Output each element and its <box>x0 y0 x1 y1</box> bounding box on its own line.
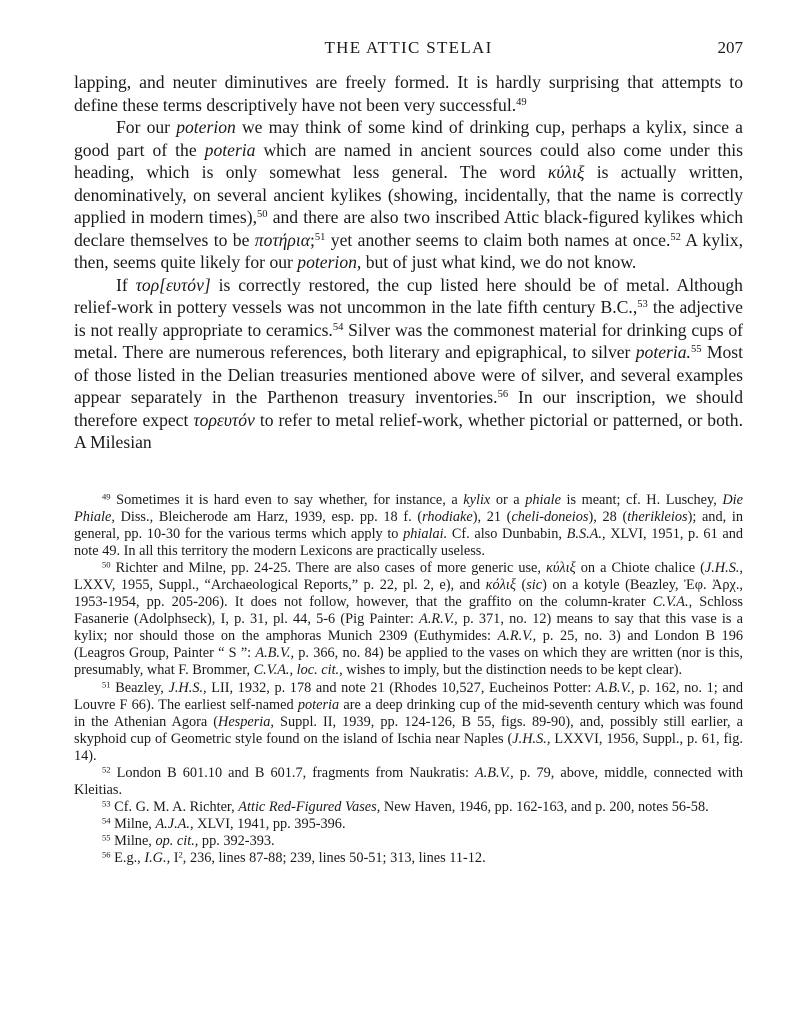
text-run: but of just what kind, we do not know. <box>361 252 637 272</box>
italic-term: poterion <box>176 117 236 137</box>
italic-title: A.B.V., <box>474 764 514 781</box>
italic-term: poterion, <box>297 252 362 272</box>
text-run: ( <box>515 577 527 594</box>
footnote-51 <box>74 680 743 765</box>
greek-word: τορ[ευτόν] <box>135 274 211 295</box>
footnote-marker: 52 <box>102 764 111 775</box>
footnote-ref-49[interactable]: 49 <box>516 96 527 108</box>
italic-term: sic <box>526 577 543 594</box>
text-run: Richter and Milne, pp. 24-25. There are also cases of more generic use, <box>110 560 546 577</box>
text-run: p. 366, no. 84) be applied to the vases on which they are written (nor is this, presumably, what F. Brommer, <box>74 645 744 679</box>
text-run: Silver was the commonest material for drinking cups of metal. There are numerous references, both literary and epigraphical, to silver <box>74 319 744 362</box>
greek-title: Ἐφ. Ἀρχ., <box>684 577 743 594</box>
text-run: are a deep drinking cup of the mid-seventh century which was found in the Athenian Agora ( <box>74 696 743 730</box>
footnote-marker: 56 <box>102 849 111 860</box>
text-run: Cf. G. M. A. Richter, <box>110 798 239 815</box>
greek-word: κύλιξ <box>547 162 585 182</box>
italic-title: A.R.V., <box>419 611 458 628</box>
text-run: For our <box>116 117 177 137</box>
footnote-ref-50[interactable]: 50 <box>257 209 268 221</box>
paragraph-text: lapping, and neuter diminutives are freely formed. It is hardly surprising that attempts to define these terms descriptively have not been very successful. <box>74 72 743 115</box>
text-run: or a <box>490 492 526 508</box>
page-number: 207 <box>717 38 743 57</box>
footnote-marker: 51 <box>102 678 111 689</box>
text-run: is correctly restored, the cup listed here should be of metal. Although relief-work in pottery vessels was not uncommon in the late fifth century <box>74 274 743 317</box>
italic-title: A.J.A., <box>155 815 194 832</box>
text-run: I <box>170 849 179 866</box>
text-run: p. 79, above, middle, connected with Kleitias. <box>74 764 743 798</box>
text-run: yet another seems to claim both names at once. <box>325 229 671 250</box>
text-run: ), 28 ( <box>588 509 628 526</box>
italic-term: poteria. <box>635 342 691 362</box>
italic-title: A.B.V., <box>255 645 295 662</box>
italic-title: C.V.A., loc. cit., <box>253 662 343 679</box>
era-abbreviation: B.C., <box>600 297 638 317</box>
footnote-marker: 49 <box>102 491 111 502</box>
text-run: is meant; cf. H. Luschey, <box>560 492 723 508</box>
italic-title: J.H.S., <box>704 560 743 577</box>
body-paragraph-1 <box>74 71 743 116</box>
greek-word: κόλιξ <box>485 577 516 594</box>
footnote-54 <box>74 816 743 833</box>
italic-title: B.S.A., <box>566 526 606 543</box>
italic-title: A.B.V., <box>595 679 635 696</box>
text-run: is actually written, denominatively, on several ancient kylikes (showing, incidentally, that the name is correctly applied in modern times), <box>74 162 743 227</box>
text-run: E.g., <box>110 849 145 866</box>
text-run: Most of those listed in the Delian treasuries mentioned above were of silver, and several examples appear separately in the Parthenon treasury inventories. <box>74 342 744 407</box>
text-run: which are named in ancient sources could also come under this heading, which is only somewhat less general. The word <box>74 139 743 182</box>
text-run: wishes to imply, but the distinction needs to be kept clear). <box>342 662 683 679</box>
text-run: , 236, lines 87-88; 239, lines 50-51; 313, lines 11-12. <box>182 849 486 866</box>
italic-term: op. cit., <box>155 832 199 849</box>
text-run: LXXV, 1955, Suppl., “Archaeological Reports,” p. 22, pl. 2, e), and <box>74 577 486 594</box>
italic-term: therikleios <box>627 509 688 526</box>
text-run: Suppl. II, 1939, pp. 124-126, B 55, figs. 89-90), and, possibly still earlier, a skyphoid cup of Geometric style found on the island of Ischia near Naples ( <box>74 713 743 747</box>
text-run: on a Chiote chalice ( <box>575 560 705 577</box>
footnote-ref-55[interactable]: 55 <box>690 344 702 356</box>
italic-title: J.H.S., <box>512 730 551 747</box>
text-run: ) on a kotyle (Beazley, <box>542 577 685 594</box>
text-run: Sometimes it is hard even to say whether, for instance, a <box>110 492 464 508</box>
footnote-53 <box>74 799 743 816</box>
text-run: LII, 1932, p. 178 and note 21 (Rhodes 10,527, Eucheinos Potter: <box>206 679 596 696</box>
footnote-ref-51[interactable]: 51 <box>314 231 326 243</box>
footnote-marker: 53 <box>102 798 111 809</box>
text-run: New Haven, 1946, pp. 162-163, and p. 200, notes 56-58. <box>380 798 709 815</box>
text-run: p. 25, no. 3) and London B 196 (Leagros Group, Painter “ S ”: <box>74 628 743 662</box>
body-paragraph-3 <box>74 274 743 454</box>
italic-term: phiale <box>525 492 561 508</box>
text-run: p. 371, no. 12) means to say that this vase is a kylix; nor should those on the amphoras Munich 2309 (Euthymides: <box>74 611 743 645</box>
text-run: ; <box>309 229 315 250</box>
superscript: 2 <box>178 849 183 860</box>
italic-title: C.V.A., <box>652 594 693 611</box>
italic-term: poteria <box>204 139 256 160</box>
text-run: 1953-1954, pp. 205-206). It does not follow, however, that the graffito on the column-krater <box>74 594 653 611</box>
italic-title: Hesperia, <box>218 713 275 730</box>
text-run: Beazley, <box>110 679 169 696</box>
text-run: XLVI, 1951, p. 61 and note 49. In all this territory the modern Lexicons are practically useless. <box>74 526 744 560</box>
footnote-marker: 54 <box>102 815 111 826</box>
text-run: ); and, in general, pp. 10-30 for the various terms which apply to <box>74 509 743 543</box>
greek-word: κύλιξ <box>545 560 576 577</box>
text-run: Diss., Bleicherode am Harz, 1939, esp. pp. 18 f. ( <box>114 509 423 526</box>
footnote-marker: 50 <box>102 559 111 570</box>
italic-title: Attic Red-Figured Vases, <box>238 798 381 815</box>
footnote-49 <box>74 492 743 560</box>
footnote-ref-53[interactable]: 53 <box>637 299 648 311</box>
running-head <box>74 38 743 62</box>
footnote-ref-54[interactable]: 54 <box>332 321 344 333</box>
text-run: Cf. also Dunbabin, <box>447 526 567 543</box>
text-run: Schloss Fasanerie (Adolphseck), I, p. 31, pl. 44, 5-6 (Pig Painter: <box>74 594 743 628</box>
italic-title: J.H.S., <box>168 679 207 696</box>
text-run: London B 601.10 and B 601.7, fragments from Naukratis: <box>110 764 475 781</box>
footnote-55 <box>74 833 743 850</box>
text-run: If <box>116 274 136 295</box>
text-run: and there are also two inscribed Attic black-figured kylikes which declare themselves to be <box>74 207 743 250</box>
body-text <box>74 71 743 454</box>
footnote-marker: 55 <box>102 832 111 843</box>
italic-title: A.R.V., <box>497 628 537 645</box>
footnote-52 <box>74 765 743 799</box>
italic-term: cheli-doneios <box>511 509 589 526</box>
text-run: Milne, <box>110 815 156 832</box>
italic-title: I.G., <box>144 849 171 866</box>
greek-word: τορευτόν <box>193 409 255 430</box>
footnote-ref-52[interactable]: 52 <box>670 231 681 243</box>
text-run: to refer to metal relief-work, whether pictorial or patterned, or both. A Milesian <box>74 409 743 452</box>
italic-term: rhodiake <box>422 509 473 526</box>
text-run: A kylix, then, seems quite likely for our <box>74 229 743 272</box>
text-run: p. 162, no. 1; and Louvre F 66). The earliest self-named <box>74 679 743 713</box>
text-run: pp. 392-393. <box>198 832 275 849</box>
footnote-ref-56[interactable]: 56 <box>497 389 509 401</box>
footnotes <box>74 492 743 867</box>
text-run: we may think of some kind of drinking cup, perhaps a kylix, since a good part of the <box>74 117 743 160</box>
footnote-50 <box>74 560 743 679</box>
running-title: THE ATTIC STELAI <box>324 38 493 57</box>
text-run: LXXVI, 1956, Suppl., p. 61, fig. 14). <box>74 730 743 764</box>
footnote-56 <box>74 850 743 867</box>
text-run: In our inscription, we should therefore expect <box>74 387 743 430</box>
italic-term: kylix <box>463 492 491 508</box>
italic-term: phialai. <box>403 526 448 543</box>
italic-title: Die Phiale, <box>74 492 744 526</box>
greek-word: ποτήρια <box>254 229 310 250</box>
body-paragraph-2 <box>74 116 743 274</box>
italic-term: poteria <box>297 696 340 713</box>
text-run: Milne, <box>110 832 156 849</box>
text-run: ), 21 ( <box>472 509 512 526</box>
text-run: the adjective is not really appropriate to ceramics. <box>74 297 743 340</box>
text-run: XLVI, 1941, pp. 395-396. <box>193 815 346 832</box>
